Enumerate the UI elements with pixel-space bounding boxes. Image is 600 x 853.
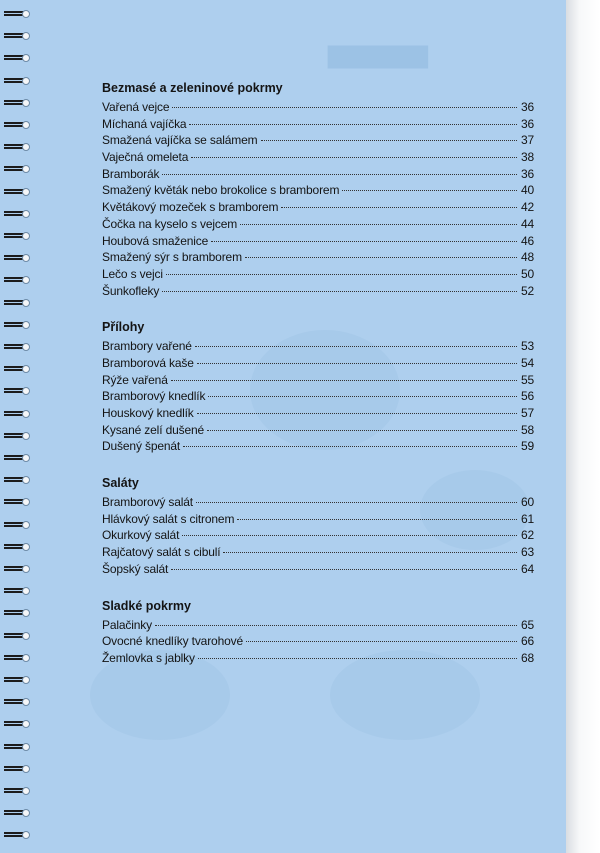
toc-entry bbox=[102, 388, 534, 405]
spiral-coil bbox=[4, 563, 28, 575]
spiral-coil bbox=[4, 763, 28, 775]
spiral-coil bbox=[4, 541, 28, 553]
toc-entry bbox=[102, 249, 534, 266]
spiral-coil bbox=[4, 385, 28, 397]
entry-name: Okurkový salát bbox=[102, 528, 180, 543]
toc-entry bbox=[102, 182, 534, 199]
toc-entry bbox=[102, 527, 534, 544]
entry-name: Kysané zelí dušené bbox=[102, 422, 205, 437]
entry-page-number: 60 bbox=[520, 495, 534, 510]
entry-page-number: 57 bbox=[520, 406, 534, 420]
spiral-coil bbox=[4, 474, 28, 486]
entry-page-number: 65 bbox=[520, 617, 534, 632]
entry-name: Lečo s vejci bbox=[102, 266, 163, 281]
entry-page-number: 52 bbox=[520, 283, 534, 298]
dot-leader bbox=[171, 569, 517, 570]
spiral-coil bbox=[4, 8, 28, 20]
toc-entry bbox=[102, 355, 534, 372]
spiral-coil bbox=[4, 274, 28, 286]
entry-page-number: 62 bbox=[520, 528, 534, 543]
dot-leader bbox=[196, 502, 517, 503]
toc-entry bbox=[102, 283, 534, 300]
dot-leader bbox=[198, 658, 517, 659]
entry-name: Hlávkový salát s citronem bbox=[102, 511, 235, 526]
spiral-coil bbox=[4, 496, 28, 508]
spiral-coil bbox=[4, 230, 28, 242]
spiral-coil bbox=[4, 585, 28, 597]
dot-leader bbox=[183, 446, 517, 447]
toc-section bbox=[102, 475, 534, 577]
spiral-coil bbox=[4, 30, 28, 42]
dot-leader bbox=[245, 257, 517, 258]
toc-entry bbox=[102, 99, 534, 116]
entry-name: Vaječná omeleta bbox=[102, 150, 189, 165]
spiral-coil bbox=[4, 75, 28, 87]
toc-entry bbox=[102, 233, 534, 250]
dot-leader bbox=[166, 274, 517, 275]
toc-entry bbox=[102, 438, 534, 455]
entry-name: Rajčatový salát s cibulí bbox=[102, 545, 221, 560]
toc-entry bbox=[102, 372, 534, 389]
show-through-heading: ▆▆▆▆▆ bbox=[328, 38, 428, 68]
entry-page-number: 40 bbox=[520, 183, 534, 198]
spiral-coil bbox=[4, 119, 28, 131]
spiral-coil bbox=[4, 341, 28, 353]
dot-leader bbox=[261, 140, 518, 141]
spiral-coil bbox=[4, 607, 28, 619]
spiral-coil bbox=[4, 452, 28, 464]
entry-name: Dušený špenát bbox=[102, 439, 181, 454]
spiral-coil bbox=[4, 186, 28, 198]
entry-name: Bramborák bbox=[102, 166, 160, 181]
dot-leader bbox=[281, 207, 517, 208]
spiral-coil bbox=[4, 741, 28, 753]
toc-entry bbox=[102, 650, 534, 667]
entry-page-number: 55 bbox=[520, 372, 534, 387]
dot-leader bbox=[237, 519, 517, 520]
entry-name: Brambory vařené bbox=[102, 339, 192, 354]
toc-entry bbox=[102, 494, 534, 511]
toc-entry bbox=[102, 116, 534, 133]
entry-name: Bramborová kaše bbox=[102, 355, 194, 370]
spiral-coil bbox=[4, 785, 28, 797]
dot-leader bbox=[223, 552, 517, 553]
entry-page-number: 48 bbox=[520, 250, 534, 265]
entry-name: Míchaná vajíčka bbox=[102, 116, 187, 131]
spiral-coil bbox=[4, 430, 28, 442]
toc-section bbox=[102, 80, 534, 299]
spiral-coil bbox=[4, 208, 28, 220]
dot-leader bbox=[162, 174, 517, 175]
entry-name: Ovocné knedlíky tvarohové bbox=[102, 634, 243, 649]
spiral-coil bbox=[4, 163, 28, 175]
spiral-coil bbox=[4, 252, 28, 264]
entry-page-number: 59 bbox=[520, 439, 534, 454]
spiral-coil bbox=[4, 319, 28, 331]
toc-entry bbox=[102, 617, 534, 634]
entry-page-number: 46 bbox=[520, 233, 534, 248]
spiral-coil bbox=[4, 718, 28, 730]
spiral-coil bbox=[4, 652, 28, 664]
dot-leader bbox=[197, 363, 517, 364]
entry-name: Houskový knedlík bbox=[102, 406, 194, 420]
toc-entry bbox=[102, 544, 534, 561]
entry-name: Smažená vajíčka se salámem bbox=[102, 133, 258, 148]
toc-entry bbox=[102, 216, 534, 233]
spiral-binding bbox=[0, 0, 40, 853]
spiral-coil bbox=[4, 52, 28, 64]
toc-entry bbox=[102, 338, 534, 355]
section-title: Sladké pokrmy bbox=[102, 598, 191, 613]
toc-section bbox=[102, 319, 534, 455]
entry-name: Smažený sýr s bramborem bbox=[102, 250, 242, 265]
entry-page-number: 63 bbox=[520, 545, 534, 560]
section-title: Saláty bbox=[102, 476, 139, 491]
entry-page-number: 36 bbox=[520, 100, 534, 114]
entry-name: Smažený květák nebo brokolice s bramborem bbox=[102, 183, 340, 198]
dot-leader bbox=[342, 190, 517, 191]
spiral-coil bbox=[4, 630, 28, 642]
entry-page-number: 54 bbox=[520, 355, 534, 370]
entry-page-number: 38 bbox=[520, 150, 534, 165]
entry-page-number: 64 bbox=[520, 561, 534, 576]
dot-leader bbox=[240, 224, 517, 225]
spiral-coil bbox=[4, 829, 28, 841]
entry-page-number: 68 bbox=[520, 650, 534, 665]
toc-entry bbox=[102, 132, 534, 149]
spiral-coil bbox=[4, 696, 28, 708]
dot-leader bbox=[182, 535, 517, 536]
entry-page-number: 44 bbox=[520, 216, 534, 231]
dot-leader bbox=[195, 346, 517, 347]
entry-page-number: 36 bbox=[520, 166, 534, 181]
dot-leader bbox=[172, 107, 517, 108]
entry-name: Květákový mozeček s bramborem bbox=[102, 200, 279, 215]
spiral-coil bbox=[4, 363, 28, 375]
entry-page-number: 50 bbox=[520, 266, 534, 281]
dot-leader bbox=[208, 396, 517, 397]
entry-name: Bramborový salát bbox=[102, 495, 193, 510]
toc-entry bbox=[102, 166, 534, 183]
entry-name: Šopský salát bbox=[102, 561, 169, 576]
entry-name: Houbová smaženice bbox=[102, 233, 209, 248]
spiral-coil bbox=[4, 674, 28, 686]
entry-name: Bramborový knedlík bbox=[102, 389, 206, 404]
entry-name: Šunkofleky bbox=[102, 283, 160, 298]
entry-page-number: 42 bbox=[520, 200, 534, 215]
table-of-contents bbox=[102, 80, 534, 687]
spiral-coil bbox=[4, 519, 28, 531]
dot-leader bbox=[171, 380, 517, 381]
dot-leader bbox=[211, 241, 517, 242]
entry-page-number: 66 bbox=[520, 634, 534, 649]
entry-name: Žemlovka s jablky bbox=[102, 650, 195, 665]
dot-leader bbox=[189, 124, 517, 125]
entry-name: Vařená vejce bbox=[102, 100, 170, 114]
spiral-coil bbox=[4, 141, 28, 153]
entry-page-number: 61 bbox=[520, 511, 534, 526]
dot-leader bbox=[191, 157, 517, 158]
entry-page-number: 36 bbox=[520, 116, 534, 131]
toc-entry bbox=[102, 405, 534, 422]
entry-name: Čočka na kyselo s vejcem bbox=[102, 216, 238, 231]
section-title: Bezmasé a zeleninové pokrmy bbox=[102, 81, 283, 95]
dot-leader bbox=[155, 625, 517, 626]
dot-leader bbox=[207, 430, 517, 431]
entry-name: Rýže vařená bbox=[102, 372, 168, 387]
entry-page-number: 58 bbox=[520, 422, 534, 437]
toc-entry bbox=[102, 561, 534, 578]
entry-page-number: 53 bbox=[520, 339, 534, 354]
toc-entry bbox=[102, 149, 534, 166]
toc-entry bbox=[102, 199, 534, 216]
dot-leader bbox=[197, 413, 517, 414]
dot-leader bbox=[246, 641, 517, 642]
spiral-coil bbox=[4, 297, 28, 309]
section-title: Přílohy bbox=[102, 320, 145, 335]
toc-entry bbox=[102, 633, 534, 650]
toc-entry bbox=[102, 511, 534, 528]
toc-entry bbox=[102, 266, 534, 283]
entry-name: Palačinky bbox=[102, 617, 153, 632]
spiral-coil bbox=[4, 97, 28, 109]
spiral-coil bbox=[4, 807, 28, 819]
spiral-coil bbox=[4, 408, 28, 420]
toc-entry bbox=[102, 422, 534, 439]
toc-section bbox=[102, 598, 534, 667]
dot-leader bbox=[162, 291, 517, 292]
entry-page-number: 56 bbox=[520, 389, 534, 404]
page-edge bbox=[566, 0, 600, 853]
entry-page-number: 37 bbox=[520, 133, 534, 148]
